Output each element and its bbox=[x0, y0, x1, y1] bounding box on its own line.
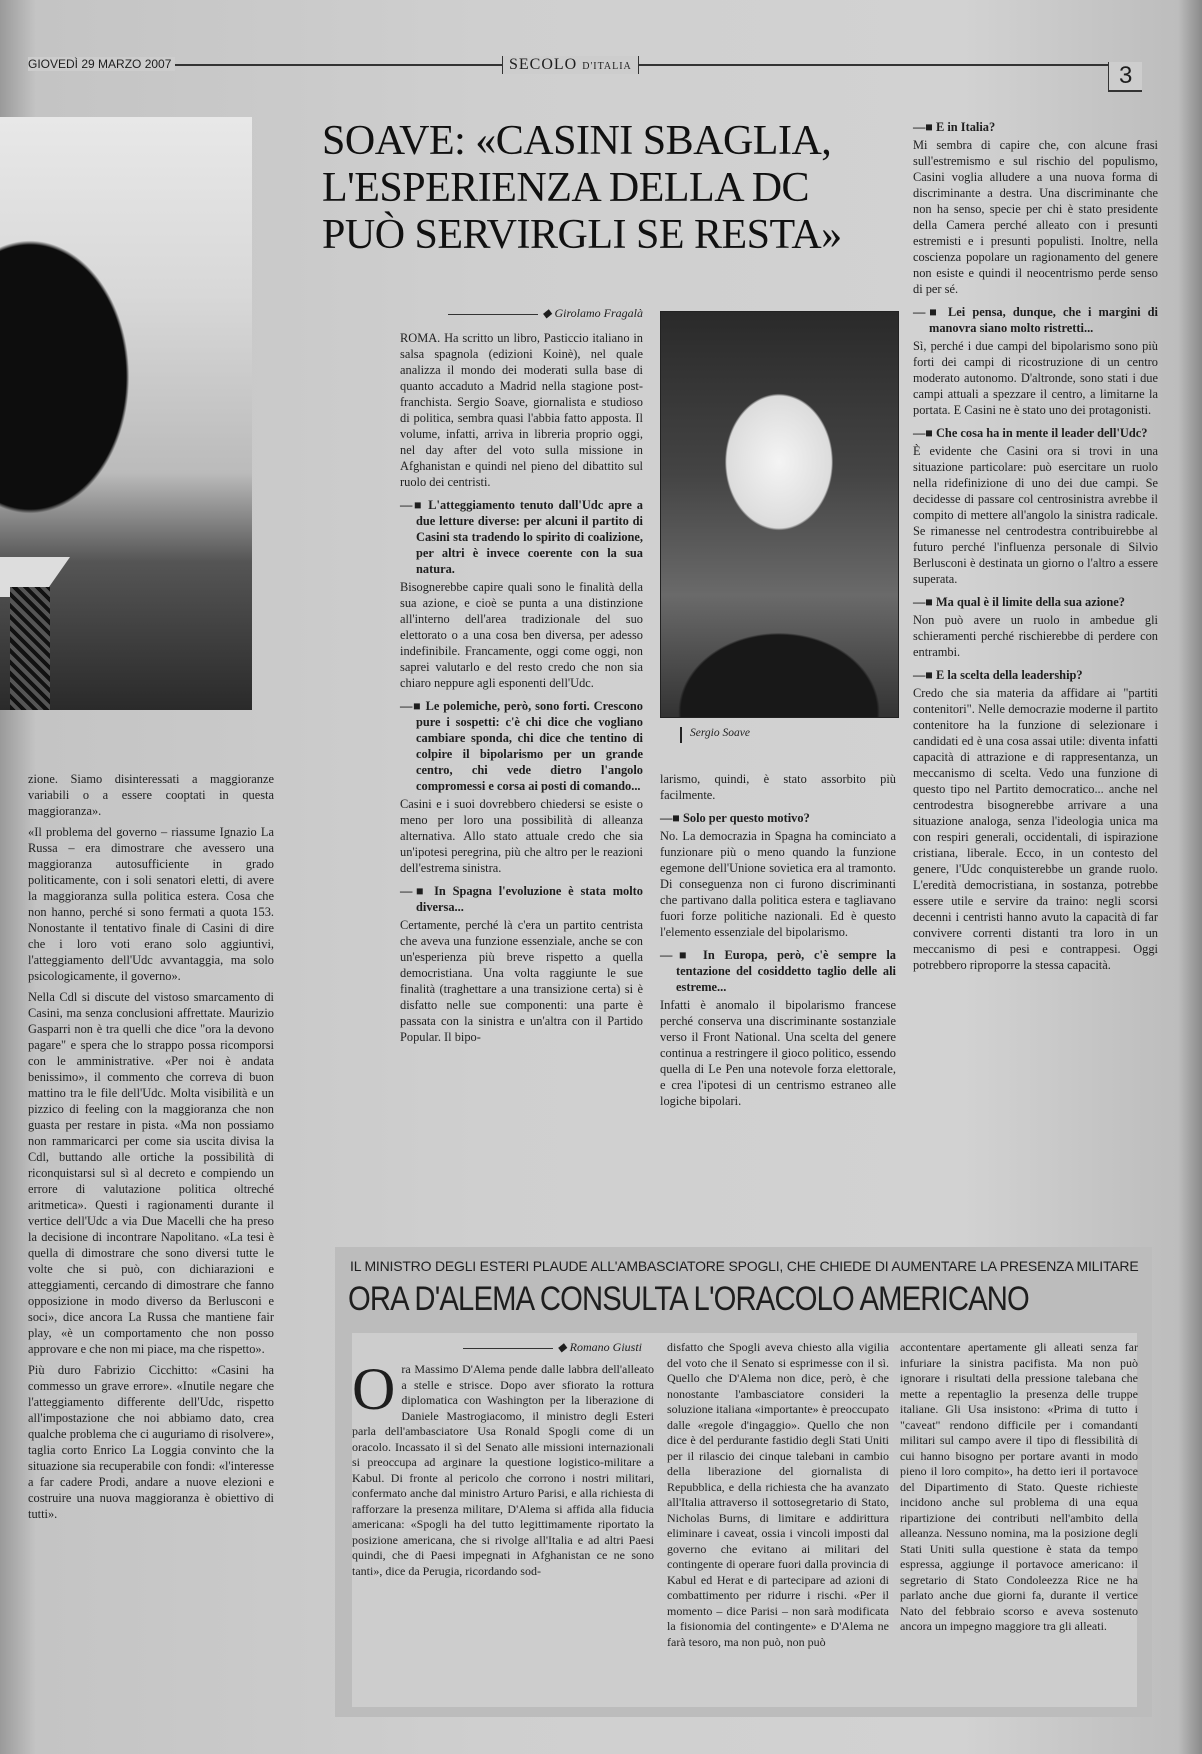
interview-question: —■ Le polemiche, però, sono forti. Crescono pure i sospetti: c'è chi dice che vogliano cambiare sponda, chi dice che tentino di colpire il bipolarismo per un grande centro, chi vede dietro l'angolo compromessi e corsa ai posti di comando... bbox=[400, 698, 643, 794]
interview-question: —■ In Spagna l'evoluzione è stata molto diversa... bbox=[400, 883, 643, 915]
interview-question: —■ Ma qual è il limite della sua azione? bbox=[913, 594, 1158, 610]
box-byline: ◆ Romano Giusti bbox=[352, 1340, 642, 1355]
paragraph: No. La democrazia in Spagna ha cominciato a funzionare più o meno quando la funzione egemone dell'Unione sovietica era al tramonto. Di conseguenza non ci furono discriminanti che partivano dalla politica estera e tagliavano fuori forze politiche nazionali. Ed è questo l'elemento essenziale del bipolarismo. bbox=[660, 829, 896, 939]
paragraph: Casini e i suoi dovrebbero chiedersi se esiste o meno per loro una possibilità di alleanza alternativa. Allo stato attuale credo che sia un'ipotesi peregrina, più che altro per le reazioni dell'estrema sinistra. bbox=[400, 797, 643, 875]
box-byline-author: Romano Giusti bbox=[569, 1340, 642, 1354]
sergio-soave-photo bbox=[660, 311, 899, 718]
drop-cap: O bbox=[352, 1356, 396, 1422]
paragraph: Credo che sia materia da affidare ai "partiti contenitori". Nelle democrazie moderne il partito contenitore ha la funzione di selezionare i candidati ed è una cosa assai utile: diventa infatti capacità di attrazione e di rappresentanza, un meccanismo di scelta. Vedo una funzione di questo tipo nel Partito democratico... anche nel centrodestra bisognerebbe arrivare a una situazione analoga, senza l'ideologia unica ma con respiri generali, occidentali, di ispirazione cristiana, liberale. Ecco, in un contesto del genere, l'Udc conquisterebbe un grande ruolo. L'eredità democristiana, in sostanza, potrebbe essere utile e servire da traino: negli scorsi decenni i centristi hanno avuto la capacità di far convivere correnti distanti tra loro in un meccanismo di pesi e contrappesi. Oggi potrebbero riproporre la stessa capacità. bbox=[913, 686, 1158, 972]
paragraph: Nella Cdl si discute del vistoso smarcamento di Casini, ma senza conclusioni affrettate. Maurizio Gasparri non è tra quelli che dice "ora la devono pagare" e spera che lo strappo possa ricomporsi con le amministrative. «Per noi è andata benissimo», il commento che correva di buon mattino tra le file dell'Udc. Molta visibilità e un pizzico di feeling con la maggioranza che non guasta per restare in pista. «Ma non possiamo non rammaricarci per come sia uscita divisa la Cdl, buttando alle ortiche la possibilità di riconquistarsi sul sì al decreto e compiendo un errore di valutazione politica oltreché aritmetica». Questi i ragionamenti durante il vertice dell'Udc a via Due Macelli che ha preso la decisione di incontrare Napolitano. «La tesi è quella di dimostrare che sono diversi tutte le volte che si può, con dichiarazioni e atteggiamenti, cercando di dimostrare che fanno opposizione in modo diverso da Berlusconi e soci», dice ancora La Russa che mantiene fair play, «è un comportamento che non posso approvare e che non mi piace, ma che rispetto». bbox=[28, 990, 274, 1356]
paragraph: Infatti è anomalo il bipolarismo francese perché conserva una discriminante sostanziale verso il Front National. Una scelta del genere continua a restringere il gioco politico, essendo quella di Le Pen una notevole forza elettorale, e crea l'ipotesi di un centrismo estraneo alle logiche bipolari. bbox=[660, 998, 896, 1108]
paragraph: larismo, quindi, è stato assorbito più facilmente. bbox=[660, 772, 896, 802]
paragraph: Sì, perché i due campi del bipolarismo sono più forti dei campi di ricostruzione di un centro moderato autonomo. D'altronde, sono stati i due campi attuali a spezzare il centro, a limitarne la portata. E Casini ne è stato uno dei protagonisti. bbox=[913, 339, 1158, 417]
photo-tie bbox=[10, 587, 50, 710]
box-kicker: IL MINISTRO DEGLI ESTERI PLAUDE ALL'AMBASCIATORE SPOGLI, CHE CHIEDE DI AUMENTARE LA PRESENZA MILITARE bbox=[350, 1258, 1139, 1274]
interview-column-1 bbox=[400, 330, 643, 1050]
byline-author: Girolamo Fragalà bbox=[554, 306, 643, 320]
paragraph: zione. Siamo disinteressati a maggioranze variabili o a essere cooptati in questa maggioranza». bbox=[28, 772, 274, 818]
masthead bbox=[502, 56, 639, 74]
masthead-subtitle: D'ITALIA bbox=[582, 61, 632, 72]
interview-question: —■ Lei pensa, dunque, che i margini di manovra siano molto ristretti... bbox=[913, 304, 1158, 336]
paragraph: Certamente, perché là c'era un partito centrista che aveva una funzione essenziale, anche se con un'esperienza più breve rispetto a quella democristiana. Una volta raggiunte le sue finalità (traghettare a una transizione certa) si è disfatto nelle sue componenti: una parte è passata con la sinistra e un'altra con il Partido Popular. Il bipo- bbox=[400, 918, 643, 1044]
interview-question: —■ L'atteggiamento tenuto dall'Udc apre a due letture diverse: per alcuni il partito di Casini sta tradendo lo spirito di coalizione, per altri è invece coerente con la sua natura. bbox=[400, 497, 643, 577]
photo-caption: Sergio Soave bbox=[680, 727, 750, 743]
page-number: 3 bbox=[1108, 62, 1142, 92]
paragraph: È evidente che Casini ora si trovi in una situazione particolare: può esercitare un ruolo nella ridefinizione di uno dei due campi. Se decidesse di passare col centrosinistra avrebbe il compito di mettere all'angolo la sinistra radicale. Se rimanesse nel centrodestra contribuirebbe al futuro perché l'influenza personale di Silvio Berlusconi è destinata un giorno o l'altro a essere superata. bbox=[913, 444, 1158, 586]
interview-question: —■ Che cosa ha in mente il leader dell'Udc? bbox=[913, 425, 1158, 441]
box-col1-text: ra Massimo D'Alema pende dalle labbra dell'alleato a stelle e strisce. Dopo aver sfiorato la rottura diplomatica con Washington per la liberazione di Daniele Mastrogiacomo, il ministro degli Esteri parla dell'ambasciatore Usa Ronald Spogli come di un oracolo. Incassato il sì del Senato alle missioni internazionali si preoccupa ad arginare la questione logistico-militare a Kabul. Di fronte al pericolo che corrono i nostri militari, confermato anche dal ministro Arturo Parisi, e alla richiesta di rafforzare la presenza militare, D'Alema si affida alla fiducia americana: «Spogli ha del tutto legittimamente riportato la posizione americana, che si rivolge all'Italia e ad altri Paesi quindi, che di Paesi impegnati in Afghanistan ce ne sono tanti», dice da Perugia, ricordando sod- bbox=[352, 1362, 654, 1578]
box-title: ORA D'ALEMA CONSULTA L'ORACOLO AMERICANO bbox=[348, 1280, 1029, 1318]
headline-line: PUÒ SERVIRGLI SE RESTA» bbox=[322, 212, 842, 258]
interview-question: —■ E in Italia? bbox=[913, 119, 1158, 135]
interview-column-2 bbox=[660, 771, 896, 1114]
headline-line: L'ESPERIENZA DELLA DC bbox=[322, 165, 810, 211]
paragraph: Bisognerebbe capire quali sono le finalità della sua azione, e cioè se punta a una distinzione all'interno dell'area tradizionale del suo elettorato o a una cosa ben diversa, per adesso indefinibile. Francamente, oggi come oggi, non saprei valutarlo e del resto credo che non sia chiaro neppure agli esponenti dell'Udc. bbox=[400, 580, 643, 690]
issue-date: GIOVEDÌ 29 MARZO 2007 bbox=[28, 57, 175, 71]
interview-column-3 bbox=[913, 112, 1158, 978]
interview-question: —■ Solo per questo motivo? bbox=[660, 810, 896, 826]
headline-line: SOAVE: «CASINI SBAGLIA, bbox=[322, 118, 832, 164]
left-article-column bbox=[28, 771, 274, 1527]
box-column-1 bbox=[352, 1356, 654, 1579]
interview-question: —■ E la scelta della leadership? bbox=[913, 667, 1158, 683]
masthead-title: SECOLO bbox=[509, 56, 578, 73]
paragraph: Non può avere un ruolo in ambedue gli schieramenti perché rischierebbe di perdere con entrambi. bbox=[913, 613, 1158, 659]
article-byline: ◆ Girolamo Fragalà bbox=[400, 306, 643, 321]
paragraph: Più duro Fabrizio Cicchitto: «Casini ha commesso un grave errore». «Inutile negare che l'atteggiamento differente dell'Udc, rispetto all'impostazione che noi abbiamo dato, crea qualche problema che ci auguriamo di risolvere», taglia corto Enrico La Loggia convinto che la situazione sia recuperabile con fondi: «l'interesse a far cadere Prodi, andare a nuove elezioni e costruire una nuova maggioranza è obiettivo di tutti». bbox=[28, 1363, 274, 1521]
politician-photo bbox=[0, 117, 252, 710]
paragraph: ROMA. Ha scritto un libro, Pasticcio italiano in salsa spagnola (edizioni Koinè), nel quale analizza il mondo dei moderati sulla base di quanto accaduto a Madrid nella stagione post-franchista. Sergio Soave, giornalista e studioso di politica, sembra quasi l'abbia fatto apposta. Il volume, infatti, arriva in libreria proprio oggi, nel day after del voto sulla missione in Afghanistan e quindi nel pieno del dibattito sul ruolo dei centristi. bbox=[400, 331, 643, 489]
box-column-3: accontentare apertamente gli alleati senza far infuriare la sinistra pacifista. Ma non può ignorare i risultati della pressione talebana che mette a repentaglio la presenza delle truppe italiane. Gli Usa insistono: «Prima di tutto i "caveat" rendono difficile per i comandanti militari sul campo avere il tipo di flessibilità di cui hanno bisogno per portare avanti in modo pieno il loro compito», ha detto ieri il portavoce del Dipartimento di Stato. Queste richieste incidono anche sul problema di una equa ripartizione dei contributi nell'ambito della alleanza. Nessuno nomina, ma la posizione degli Stati Uniti sulla questione è stata da tempo espressa, aggiunge il portavoce americano: il segretario di Stato Condoleezza Rice ne ha parlato anche due giorni fa, durante il vertice Nato del febbraio scorso e aveva sostenuto ancora un impegno maggiore tra gli alleati. bbox=[900, 1340, 1138, 1633]
article-headline bbox=[322, 118, 892, 259]
interview-question: —■ In Europa, però, c'è sempre la tentazione del cosiddetto taglio delle ali estreme... bbox=[660, 947, 896, 995]
paragraph: «Il problema del governo – riassume Ignazio La Russa – era dimostrare che avessero una maggioranza autosufficiente in grado politicamente, con i soli senatori eletti, di avere la maggioranza sulla politica estera. Cosa che non hanno, perché si sono fermati a quota 153. Nonostante il tentativo finale di Casini di dire che i loro voti erano solo aggiuntivi, l'atteggiamento dell'Udc avvantaggia, ma solo psicologicamente, il governo». bbox=[28, 825, 274, 983]
paragraph: Mi sembra di capire che, con alcune frasi sull'estremismo e sul rischio del populismo, Casini voglia alludere a una nuova forma di discriminante a destra. Una discriminante che non ha senso, specie per chi è stato presidente della Camera perché alleato con i presunti estremisti e i presunti populisti. Inoltre, nella coscienza popolare un ragionamento del genere non esiste e quindi il neocentrismo perde senso di per sé. bbox=[913, 138, 1158, 296]
box-column-2: disfatto che Spogli aveva chiesto alla vigilia del voto che il Senato si esprimesse con il sì. Quello che D'Alema non dice, però, è che nonostante l'ambasciatore consideri la soluzione italiana «importante» è preoccupato dalle «regole d'ingaggio». Quello che non dice è del perdurante fastidio degli Stati Uniti per il rilascio dei cinque talebani in cambio della liberazione del giornalista di Repubblica, e della richiesta che ha avanzato all'Italia attraverso il sottosegretario di Stato, Nicholas Burns, di limitare e addirittura eliminare i caveat, ossia i vincoli imposti dal governo che evitano ai militari del contingente di operare fuori dalla provincia di Kabul ed Herat e di partecipare ad azioni di combattimento per ridurre i rischi. «Per il momento – dice Parisi – non sarà modificata la fisionomia del contingente» e D'Alema ne farà tesoro, ma non può, non può bbox=[667, 1340, 889, 1649]
